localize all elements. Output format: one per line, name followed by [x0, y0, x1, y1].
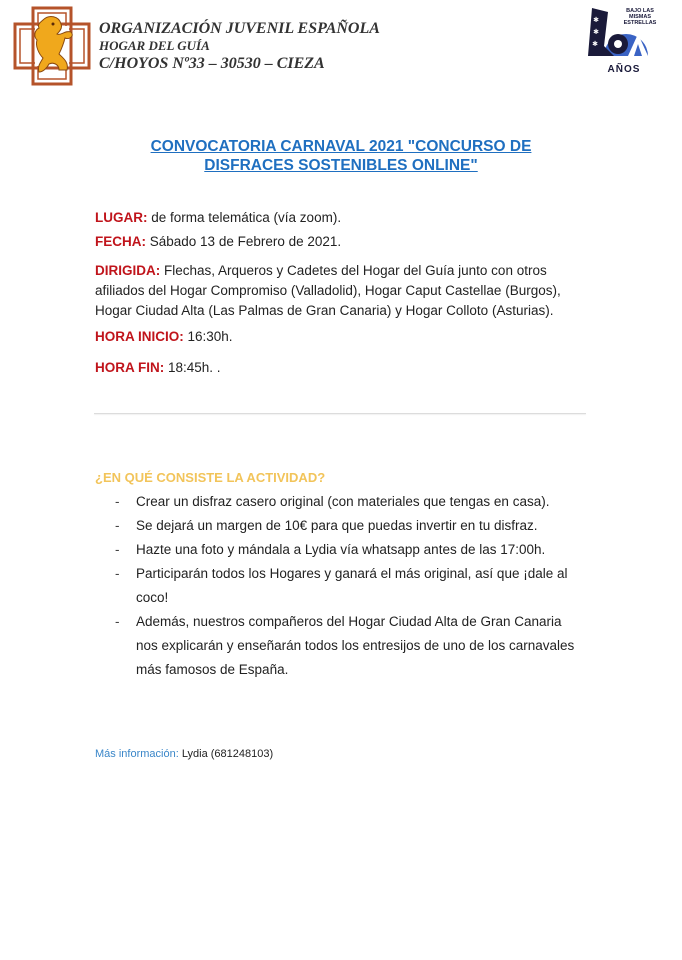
title-line-1: CONVOCATORIA CARNAVAL 2021 "CONCURSO DE — [150, 138, 532, 155]
lugar-label: LUGAR: — [95, 210, 148, 225]
hogar-name: HOGAR DEL GUÍA — [99, 38, 210, 53]
more-info-label: Más información: — [95, 748, 179, 760]
more-info-contact: Lydia (681248103) — [178, 748, 274, 760]
list-item-text: Hazte una foto y mándala a Lydia vía whatsapp antes de las 17:00h. — [136, 542, 546, 557]
section-divider — [94, 413, 586, 414]
svg-text:✱: ✱ — [593, 17, 599, 24]
field-lugar — [95, 208, 595, 228]
dirigida-label: DIRIGIDA: — [95, 263, 161, 278]
dirigida-value: Flechas, Arqueros y Cadetes del Hogar del Guía junto con otros afiliados del Hogar Compromiso (Valladolid), Hogar Caput Castellae (Burgos), Hogar Ciudad Alta (Las Palmas de Gran Canaria) y Hogar Colloto (Asturias). — [95, 263, 561, 318]
field-hora-inicio — [95, 327, 595, 347]
bullet-dash: - — [115, 566, 120, 581]
activity-list — [95, 490, 595, 682]
bullet-dash: - — [115, 614, 120, 629]
list-item — [95, 562, 595, 610]
logo-motto: BAJO LAS MISMAS ESTRELLAS — [623, 8, 657, 26]
list-item — [95, 514, 595, 538]
lion-cross-emblem-icon — [13, 6, 91, 86]
lugar-value: de forma telemática (vía zoom). — [147, 210, 342, 225]
fecha-value: Sábado 13 de Febrero de 2021. — [146, 234, 342, 249]
org-address: C/HOYOS Nº33 – 30530 – CIEZA — [99, 55, 325, 72]
list-item-text: Crear un disfraz casero original (con materiales que tengas en casa). — [136, 494, 550, 509]
list-item — [95, 490, 595, 514]
list-item — [95, 538, 595, 562]
org-name: ORGANIZACIÓN JUVENIL ESPAÑOLA — [99, 20, 380, 37]
list-item-text: Participarán todos los Hogares y ganará el más original, así que ¡dale al coco! — [136, 566, 568, 605]
activity-heading: ¿EN QUÉ CONSISTE LA ACTIVIDAD? — [95, 470, 326, 485]
list-item-text: Se dejará un margen de 10€ para que puedas invertir en tu disfraz. — [136, 518, 538, 533]
more-info — [95, 748, 273, 760]
hora-inicio-label: HORA INICIO: — [95, 329, 184, 344]
hora-fin-value: 18:45h. . — [164, 360, 221, 375]
list-item — [95, 610, 595, 682]
field-dirigida — [95, 261, 585, 321]
list-item-text: Además, nuestros compañeros del Hogar Ciudad Alta de Gran Canaria nos explicarán y enseñarán todos los entresijos de uno de los carnavales más famosos de España. — [136, 614, 575, 677]
svg-text:✱: ✱ — [593, 29, 599, 36]
org-emblem-logo — [13, 6, 91, 86]
fecha-label: FECHA: — [95, 234, 146, 249]
hora-inicio-value: 16:30h. — [183, 329, 233, 344]
title-line-2: DISFRACES SOSTENIBLES ONLINE" — [204, 157, 478, 174]
field-fecha — [95, 232, 595, 252]
hora-fin-label: HORA FIN: — [95, 360, 165, 375]
anniversary-logo — [584, 6, 664, 78]
svg-text:✱: ✱ — [592, 41, 598, 48]
bullet-dash: - — [115, 518, 120, 533]
bullet-dash: - — [115, 494, 120, 509]
page-title — [90, 137, 592, 175]
field-hora-fin — [95, 358, 595, 378]
logo-years-label: AÑOS — [607, 64, 641, 75]
organization-header — [99, 20, 380, 73]
bullet-dash: - — [115, 542, 120, 557]
